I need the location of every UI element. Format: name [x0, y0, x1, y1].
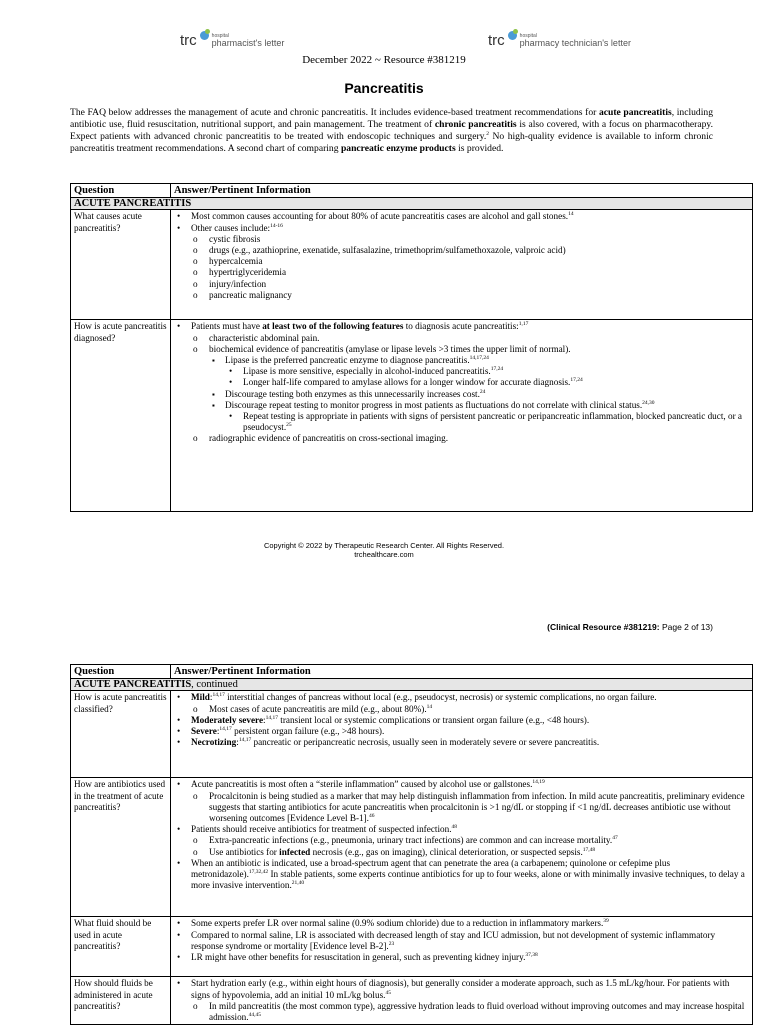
table-row [71, 320, 753, 512]
issue-line: December 2022 ~ Resource #381219 [302, 54, 466, 66]
intro-paragraph: The FAQ below addresses the management of acute and chronic pancreatitis. It includes evidence-based treatment recommendations for acute pancreatitis, including antibiotic use, fluid resuscitation, nutritional support, and pain management. The treatment of chronic pancreatitis is also covered, with a focus on pharmacotherapy. Expect patients with advanced chronic pancreatitis to be treated with endoscopic techniques and surgery.$^2$ No high-quality evidence is available to inform chronic pancreatitis treatment recommendations. A second chart of comparing pancreatic enzyme products is provided. [70, 107, 714, 154]
answer-cell: • Acute pancreatitis is most often a “sterile inflammation” caused by alcohol use or gallstones.$^{14,19}$ o Procalcitonin is being studied as a marker that may help distinguish inflammation from infection. In mild acute pancreatitis, preliminary evidence suggests that starting antibiotics for acute pancreatitis when procalcitonin is >1 ng/dL or stopping if <1 ng/dL decreases antibiotic use without worsening outcomes [Evidence Level B-1].$^{46}$ • Patients should receive antibiotics for treatment of suspected infection.$^{48}$ o Extra-pancreatic infections (e.g., pneumonia, urinary tract infections) are common and can increase mortality.$^{47}$ o Use antibiotics for infected necrosis (e.g., gas on imaging), clinical deterioration, or suspected sepsis.$^{17,48}$ • When an antibiotic is indicated, use a broad-spectrum agent that can penetrate the area (a carbapenem; quinolone or cefepime plus metronidazole).$^{17,32,42}$ In stable patients, some experts continue antibiotics for up to four weeks, alone or with minimally invasive techniques, to delay a more invasive intervention.$^{21,40}$ [171, 778, 753, 917]
faq-table-page-2 [70, 664, 753, 1025]
list-item: o hypercalcemia [209, 256, 749, 267]
list-item: o hypertriglyceridemia [209, 267, 749, 278]
question-cell: How is acute pancreatitis classified? [71, 691, 171, 778]
page-title: Pancreatitis [344, 80, 424, 96]
list-item: o drugs (e.g., azathioprine, exenatide, sulfasalazine, trimethoprim/sulfamethoxazole, valproic acid) [209, 245, 749, 256]
section-header: ACUTE PANCREATITIS, continued [71, 679, 753, 691]
pharmacy-technicians-letter-logo [488, 32, 631, 49]
table-row [71, 691, 753, 778]
question-cell: How should fluids be administered in acute pancreatitis? [71, 977, 171, 1025]
logo-brand: trc [488, 32, 505, 49]
answer-cell: • Start hydration early (e.g., within eight hours of diagnosis), but generally consider a moderate approach, such as 1.5 mL/kg/hour. For patients with signs of hypovolemia, add an initial 10 mL/kg bolus.$^{45}$ o In mild pancreatitis (the most common type), aggressive hydration leads to fluid overload without improving outcomes and may increase hospital admission.$^{44,45}$ [171, 977, 753, 1025]
answer-header: Answer/Pertinent Information [171, 184, 753, 198]
question-cell: What fluid should be used in acute pancreatitis? [71, 917, 171, 977]
answer-cell: • Most common causes accounting for about 80% of acute pancreatitis cases are alcohol and gall stones.$^{14}$ • Other causes include:$^{14-16}$ o cystic fibrosis o drugs (e.g., azathioprine, exenatide, sulfasalazine, trimethoprim/sulfamethoxazole, valproic acid) o hypercalcemia o hypertriglyceridemia o injury/infection o pancreatic malignancy [171, 210, 753, 320]
question-header: Question [71, 184, 171, 198]
globe-icon [508, 31, 517, 40]
copyright-text: Copyright © 2022 by Therapeutic Research Center. All Rights Reserved. [263, 541, 505, 550]
page-reference: (Clinical Resource #381219: Page 2 of 13) [547, 622, 713, 632]
logo-name: pharmacy technician's letter [519, 37, 631, 48]
answer-cell: • Mild:$^{14,17}$ interstitial changes of pancreas without local (e.g., pseudocyst, necrosis) or systemic complications, no organ failure. o Most cases of acute pancreatitis are mild (e.g., about 80%).$^{14}$ • Moderately severe:$^{14,17}$ transient local or systemic complications or transient organ failure (e.g., <48 hours). • Severe:$^{14,17}$ persistent organ failure (e.g., >48 hours). • Necrotizing:$^{14,17}$ pancreatic or peripancreatic necrosis, usually seen in moderately severe or severe pancreatitis. [171, 691, 753, 778]
question-cell: How is acute pancreatitis diagnosed? [71, 320, 171, 512]
table-row [71, 778, 753, 917]
section-header: ACUTE PANCREATITIS [71, 198, 753, 210]
page-footer [0, 541, 768, 559]
list-item: o pancreatic malignancy [209, 290, 749, 301]
table-row [71, 917, 753, 977]
question-cell: How are antibiotics used in the treatment of acute pancreatitis? [71, 778, 171, 917]
answer-cell: • Some experts prefer LR over normal saline (0.9% sodium chloride) due to a reduction in inflammatory markers.$^{39}$ • Compared to normal saline, LR is associated with decreased length of stay and ICU admission, but not development of systemic inflammatory response syndrome or mortality [Evidence level B-2].$^{23}$ • LR might have other benefits for resuscitation in general, such as preventing kidney injury.$^{37,38}$ [171, 917, 753, 977]
faq-table-page-1 [70, 183, 753, 512]
question-cell: What causes acute pancreatitis? [71, 210, 171, 320]
logo-small: hospital [519, 32, 537, 39]
table-row [71, 210, 753, 320]
logo-name: pharmacist's letter [211, 37, 285, 48]
answer-cell: • Patients must have at least two of the following features to diagnosis acute pancreatitis:$^{1,17}$ o characteristic abdominal pain. o biochemical evidence of pancreatitis (amylase or lipase levels >3 times the upper limit of normal). ▪ Lipase is the preferred pancreatic enzyme to diagnose pancreatitis.$^{14,17,24}$ • Lipase is more sensitive, especially in alcohol-induced pancreatitis.$^{17,24}$ • Longer half-life compared to amylase allows for a longer window for accurate diagnosis.$^{17,24}$ ▪ Discourage testing both enzymes as this unnecessarily increases cost.$^{24}$ ▪ Discourage repeat testing to monitor progress in most patients as fluctuations do not correlate with clinical status.$^{24,30}$ • Repeat testing is appropriate in patients with signs of persistent pancreatic or peripancreatic inflammation, blocked pancreatic duct, or a pseudocyst.$^{25}$ o radiographic evidence of pancreatitis on cross-sectional imaging. [171, 320, 753, 512]
pharmacists-letter-logo [180, 32, 284, 49]
answer-header: Answer/Pertinent Information [171, 665, 753, 679]
question-header: Question [71, 665, 171, 679]
globe-icon [200, 31, 209, 40]
list-item: o injury/infection [209, 279, 749, 290]
logo-brand: trc [180, 32, 197, 49]
table-row [71, 977, 753, 1025]
logo-small: hospital [211, 32, 229, 39]
list-item: o cystic fibrosis [209, 234, 749, 245]
site-text: trchealthcare.com [354, 550, 414, 559]
